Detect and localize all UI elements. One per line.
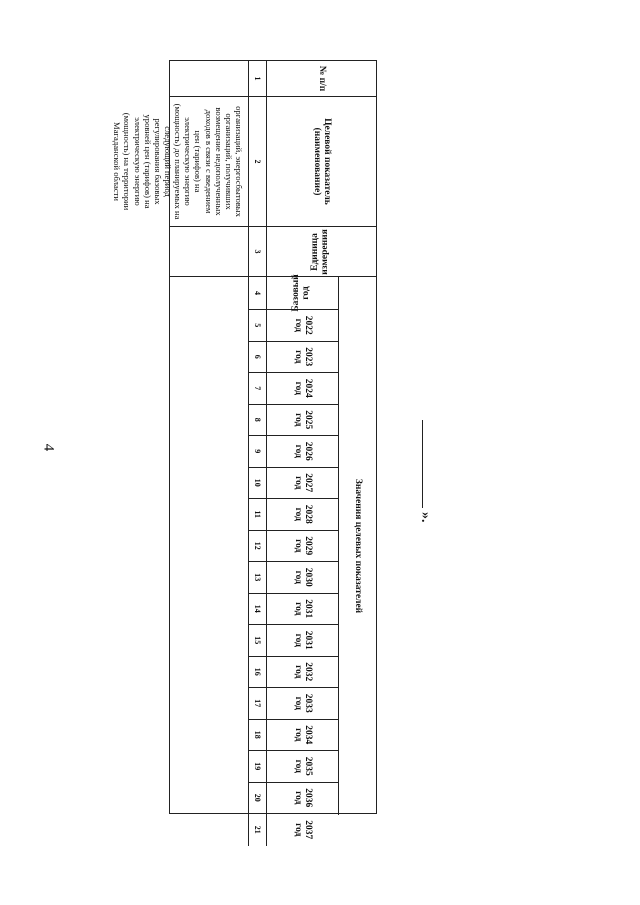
column-number: 4: [248, 277, 266, 310]
column-number: 9: [248, 436, 266, 468]
header-year: 2032 год: [266, 657, 338, 689]
header-year: 2028 год: [266, 499, 338, 531]
header-year: 2035 год: [266, 751, 338, 783]
header-year: 2023 год: [266, 342, 338, 374]
column-number: 10: [248, 468, 266, 500]
header-year: 2027 год: [266, 468, 338, 500]
column-number: 2: [248, 97, 266, 227]
header-base-year: Базовый год: [291, 274, 312, 312]
column-number: 1: [248, 61, 266, 97]
column-number: 12: [248, 531, 266, 563]
column-number: 14: [248, 594, 266, 626]
page-number: 4: [40, 443, 57, 452]
column-number: 11: [248, 499, 266, 531]
column-number: 3: [248, 227, 266, 277]
header-unit-cell: [266, 227, 376, 277]
column-number: 20: [248, 783, 266, 815]
column-number: 21: [248, 814, 266, 846]
target-indicators-table: [112, 60, 377, 840]
column-number: 18: [248, 720, 266, 752]
column-number: 5: [248, 310, 266, 342]
row-indicator-name: организаций, энергосбытовых организаций, получивших возмещение недополученных доходов в связи с введением цен (тарифов) на электрическую энергию (мощность) до планируемых на следующий период регулирования базовых уровней цен (тарифов) на электрическую энергию (мощность) на территории Магаданской области: [170, 97, 248, 227]
header-year: 2034 год: [266, 720, 338, 752]
row-number: [170, 61, 248, 97]
header-year: 2031 год: [266, 594, 338, 626]
header-base-year-cell: [266, 274, 338, 312]
header-year: 2022 год: [266, 310, 338, 342]
column-number: 16: [248, 657, 266, 689]
column-number: 8: [248, 405, 266, 437]
header-year: 2036 год: [266, 783, 338, 815]
header-year: 2033 год: [266, 688, 338, 720]
header-year: 2029 год: [266, 531, 338, 563]
closing-quote-mark: ».: [418, 512, 433, 523]
row-unit: [170, 227, 248, 277]
header-year: 2037 год: [266, 814, 338, 846]
column-number: 7: [248, 373, 266, 405]
column-number: 6: [248, 342, 266, 374]
header-unit: Единица измерения: [310, 228, 331, 275]
header-year: 2024 год: [266, 373, 338, 405]
header-row-number: № п/п: [266, 61, 376, 97]
header-target-values-group: Значения целевых показателей: [338, 277, 376, 815]
column-number: 15: [248, 625, 266, 657]
header-year: 2025 год: [266, 405, 338, 437]
row-base-year-value: [170, 277, 248, 310]
header-year: 2031 год: [266, 625, 338, 657]
column-number: 13: [248, 562, 266, 594]
header-year: 2030 год: [266, 562, 338, 594]
column-number: 17: [248, 688, 266, 720]
closing-line: [422, 420, 423, 508]
header-indicator-name: Целевой показатель (наименование): [266, 97, 376, 227]
header-year: 2026 год: [266, 436, 338, 468]
column-number: 19: [248, 751, 266, 783]
